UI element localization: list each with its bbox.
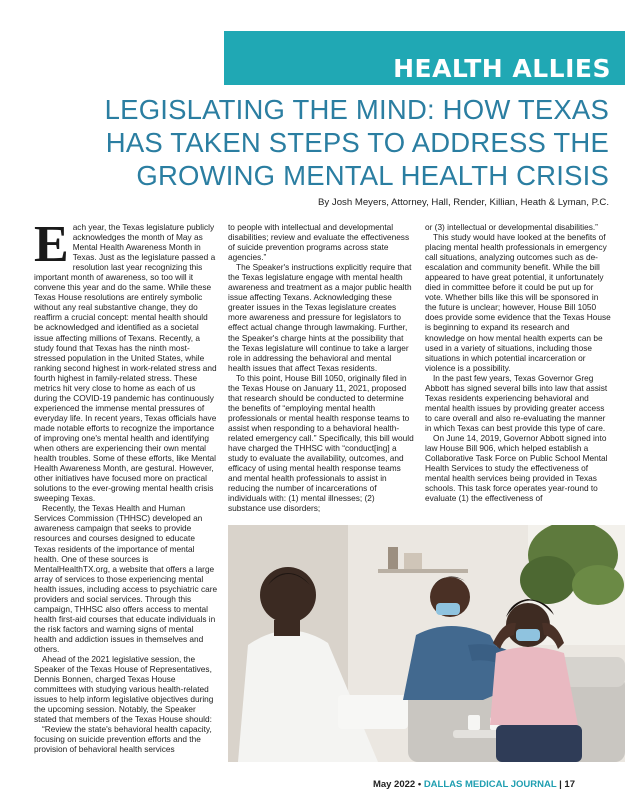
article-paragraph: “Review the state's behavioral health capacity, focusing on suicide prevention efforts and the provision of behavioral health services [34, 724, 212, 755]
article-column-3 [425, 222, 611, 503]
article-paragraph: to people with intellectual and developmental disabilities; review and evaluate the effectiveness of suicide prevention programs across state agencies.” [228, 222, 410, 263]
article-paragraph: On June 14, 2019, Governor Abbott signed into law House Bill 906, which helped establish a Collaborative Task Force on Public School Mental Health Services to study the effectiveness of mental health services being provided in Texas schools. This task force operates year-round to evaluate (1) the effectiveness of [425, 432, 608, 504]
article-paragraph: The Speaker's instructions explicitly require that the Texas legislature engage with mental health awareness and treatment as a major public health issue affecting Texans. Acknowledging these greater issues in the Texas legislature creates more awareness and pressure for legislators to effect actual change through lawmaking. Further, the Speaker's charge hints at the possibility that the Texas legislature will continue to take a larger role in addressing the behavioral and mental health issues that affect Texas residents. [228, 262, 412, 373]
byline: By Josh Meyers, Attorney, Hall, Render, Killian, Heath & Lyman, P.C. [318, 197, 609, 208]
article-paragraph: This study would have looked at the benefits of placing mental health professionals in emergency call situations, analyzing outcomes such as de-escalation and community benefit. While the bill appeared to have great potential, it unfortunately died in committee before it could be put up for vote. Whether bills like this will be sponsored in the future is unclear; however, House Bill 1050 does provide some evidence that the Texas House is beginning to expand its research and knowledge on how mental health experts can be used in a variety of situations, including those situations in which potential incarceration or violence is a possibility. [425, 232, 611, 373]
footer-page-separator: | [559, 779, 562, 790]
article-paragraph: Recently, the Texas Health and Human Services Commission (THHSC) developed an awareness campaign that seeks to provide resources and courses designed to educate Texas residents of the importance of mental health. One of these sources is MentalHealthTX.org, a website that offers a large array of services to those experiencing mental health issues, including access to psychiatric care providers and social services. Through this campaign, THHSC also offers access to mental health first-aid courses that educate individuals in the risk factors and warning signs of mental health and addiction issues in themselves and others. [34, 503, 218, 654]
article-photo [228, 525, 625, 762]
headline [49, 93, 609, 192]
headline-line: GROWING MENTAL HEALTH CRISIS [136, 160, 609, 191]
article-paragraph: Ahead of the 2021 legislative session, the Speaker of the Texas House of Representatives, Dennis Bonnen, charged Texas House committees with studying various health-related issues to help inform legislative objectives during the upcoming session. Notably, the Speaker stated that members of the Texas House should: [34, 654, 214, 725]
headline-line: HAS TAKEN STEPS TO ADDRESS THE [105, 127, 609, 158]
page-footer [373, 779, 575, 790]
article-column-1 [34, 216, 218, 755]
headline-line: LEGISLATING THE MIND: HOW TEXAS [104, 94, 609, 125]
paragraph-text: ach year, the Texas legislature publicly acknowledges the month of May as Mental Health Awareness Month in Texas. Just as the legislature passed a resolution last year recognizing this important month of awareness, so too will it convene this year and do the same. While these Texas House resolutions are entirely symbolic without any real substantive change, they do reaffirm a crucial concept: mental health should be acknowledged and identified as a societal issue affecting millions of Texans. Recently, a study found that Texas has the ninth most-stressed population in the United States, while ranking second highest in work-related stress and fourth highest in family-related stress. These metrics hit very close to home as each of us during the COVID-19 pandemic has continuously experienced the immense mental pressures of everyday life. In recent years, Texas officials have made notable efforts to recognize the importance of improving one's mental health and identifying when others are experiencing their own mental health troubles. Some of these efforts, like Mental Health Awareness Month, are gestural. However, other initiatives have focused more on practical solutions to the ever-growing mental health crisis sweeping Texas. [34, 222, 217, 504]
article-paragraph: In the past few years, Texas Governor Greg Abbott has signed several bills into law that assist Texas residents experiencing behavioral and mental health issues by providing greater access to care overall and also re-evaluating the manner in which Texas can best provide this type of care. [425, 372, 608, 433]
article-paragraph: To this point, House Bill 1050, originally filed in the Texas House on January 11, 2021, proposed that research should be conducted to determine the benefits of “employing mental health professionals or mental health response teams to assist when responding to a behavioral health-related emergency call.” Specifically, this bill would have charged the THHSC with “conduct[ing] a study to evaluate the availability, outcomes, and efficacy of using mental health response teams and mental health professionals to assist in reducing the number of incarcerations of individuals with: (1) mental illnesses; (2) substance use disorders; [228, 372, 414, 514]
section-title: HEALTH ALLIES [393, 54, 611, 83]
section-banner [224, 31, 625, 85]
footer-separator: • [417, 779, 422, 790]
photo-illustration [228, 525, 625, 762]
drop-cap: E [34, 216, 69, 273]
article-paragraph: or (3) intellectual or developmental disabilities.” [425, 222, 598, 232]
article-column-2 [228, 222, 414, 513]
footer-journal-name: DALLAS MEDICAL JOURNAL [423, 779, 557, 790]
footer-page-number: 17 [564, 779, 575, 790]
footer-date: May 2022 [372, 779, 416, 790]
article-paragraph [34, 216, 218, 504]
